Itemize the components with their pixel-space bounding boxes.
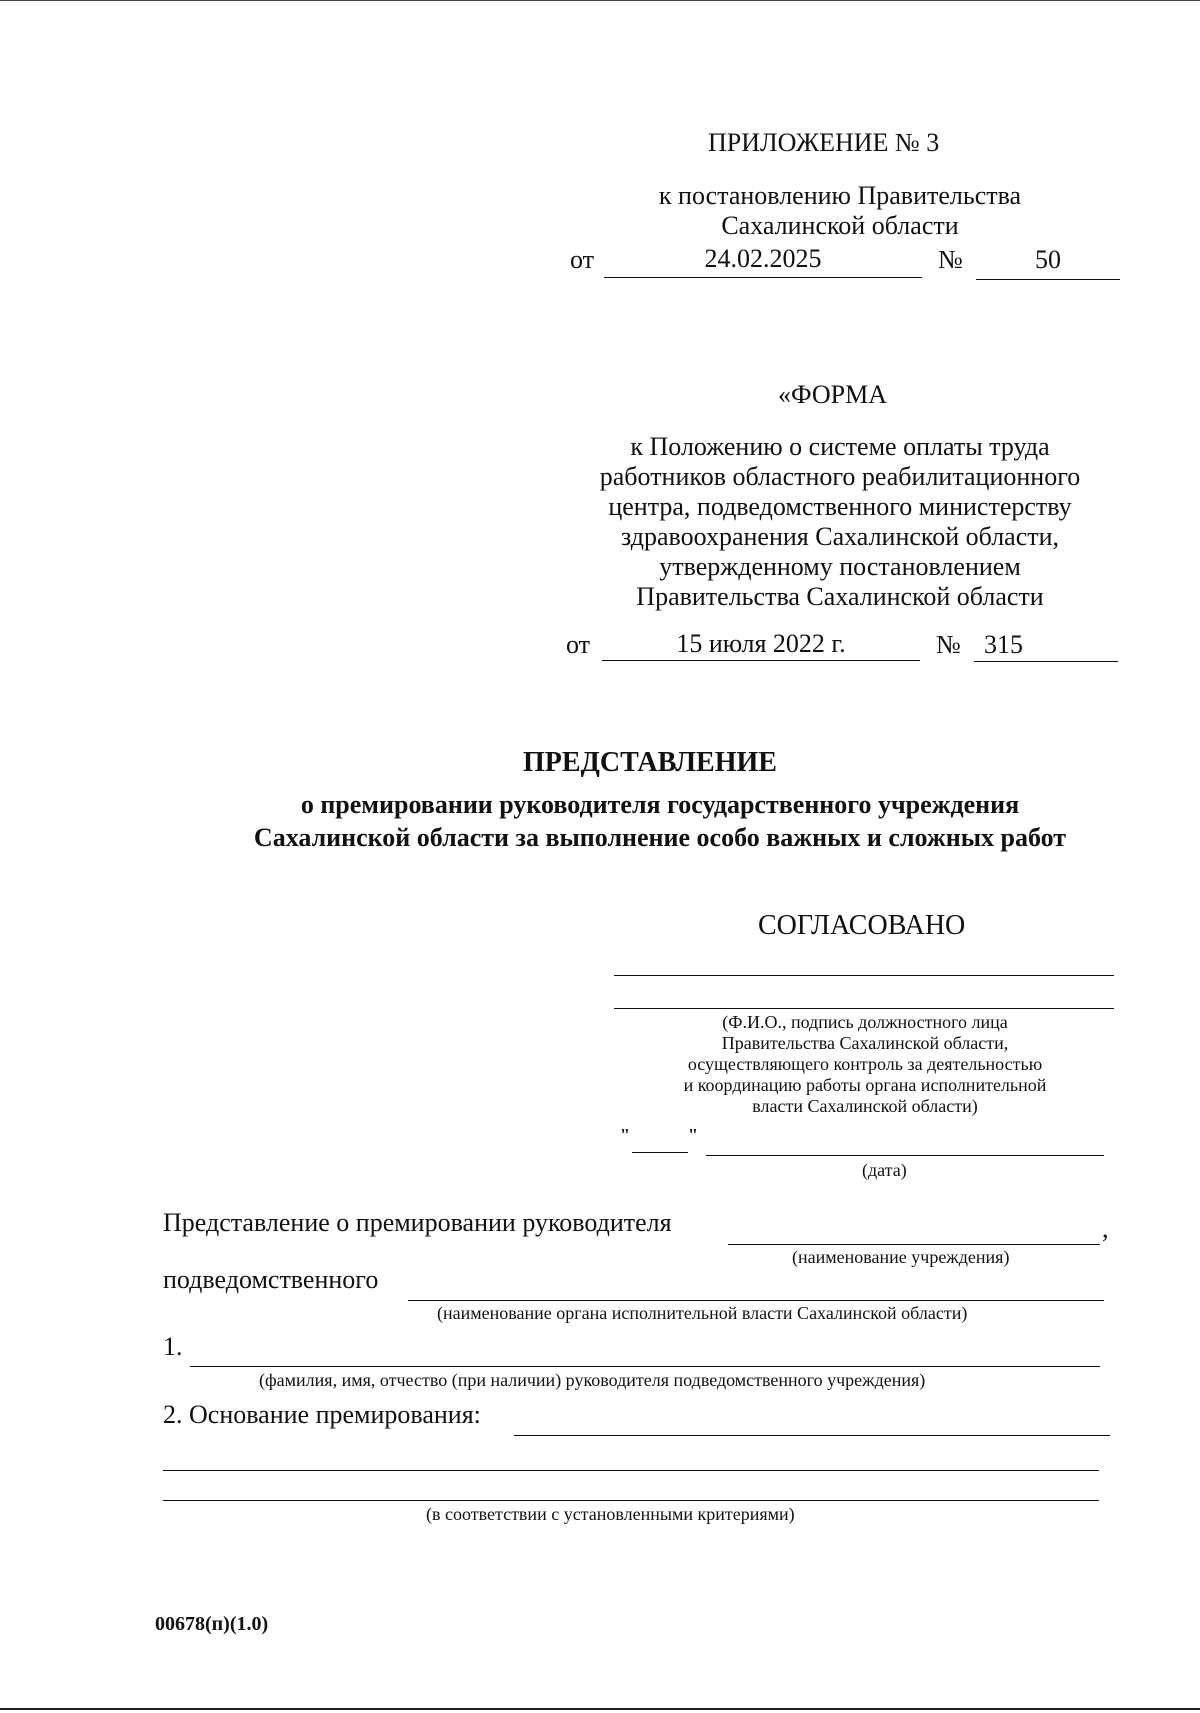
approval-day-line (632, 1152, 688, 1153)
top-scan-edge (0, 0, 1200, 1)
form-desc-line: к Положению о системе оплаты труда (630, 432, 1050, 461)
institution-name-field (728, 1244, 1100, 1245)
approval-date-caption: (дата) (862, 1160, 907, 1180)
form-desc-line: утвержденному постановлением (659, 552, 1021, 581)
doc-heading: ПРЕДСТАВЛЕНИЕ (523, 747, 777, 778)
head-name-field (190, 1366, 1100, 1367)
annex-date: 24.02.2025 (704, 244, 822, 273)
reason-field-line-3 (163, 1500, 1099, 1501)
approval-line-2 (614, 1008, 1114, 1009)
form-date-underline (602, 660, 920, 661)
reason-field-line-1 (514, 1435, 1110, 1436)
doc-subheading-line-2: Сахалинской области за выполнение особо важных и сложных работ (253, 823, 1067, 852)
approval-caption-line: и координацию работы органа исполнительной (683, 1075, 1047, 1095)
bottom-scan-edge (0, 1708, 1200, 1710)
approval-caption-line: власти Сахалинской области) (752, 1096, 978, 1116)
doc-subheading-line-1: о премировании руководителя государственного учреждения (300, 790, 1020, 819)
form-desc-line: Правительства Сахалинской области (636, 582, 1044, 611)
item-1-caption: (фамилия, имя, отчество (при наличии) руководителя подведомственного учреждения) (259, 1370, 926, 1390)
annex-title: ПРИЛОЖЕНИЕ № 3 (708, 128, 940, 157)
body-line-2-label: подведомственного (163, 1265, 379, 1294)
annex-date-underline (604, 277, 922, 278)
approval-caption (640, 1012, 1090, 1117)
approval-month-year-line (706, 1155, 1104, 1156)
form-from-label: от (566, 630, 591, 659)
item-2-label: 2. Основание премирования: (163, 1400, 481, 1429)
annex-line-1: к постановлению Правительства (658, 181, 1022, 210)
annex-number: 50 (1035, 245, 1061, 274)
approval-title: СОГЛАСОВАНО (758, 910, 966, 941)
body-line-1-label: Представление о премировании руководителя (163, 1208, 672, 1237)
annex-line-2: Сахалинской области (721, 211, 959, 240)
approval-caption-line: (Ф.И.О., подпись должностного лица (722, 1012, 1008, 1032)
reason-field-line-2 (163, 1470, 1099, 1471)
item-1-label: 1. (163, 1332, 183, 1361)
approval-quote-close: " (688, 1125, 698, 1145)
approval-caption-line: осуществляющего контроль за деятельностью (687, 1054, 1043, 1074)
item-2-caption: (в соответствии с установленными критериями) (426, 1504, 795, 1524)
form-desc-line: здравоохранения Сахалинской области, (620, 522, 1060, 551)
annex-from-label: от (570, 245, 595, 274)
form-number-underline (974, 661, 1118, 662)
body-line-1-comma: , (1102, 1214, 1109, 1243)
form-desc-line: работников областного реабилитационного (599, 462, 1081, 491)
footer-code: 00678(п)(1.0) (155, 1613, 269, 1635)
form-title: «ФОРМА (778, 380, 887, 409)
body-line-2-caption: (наименование органа исполнительной власти Сахалинской области) (437, 1303, 968, 1323)
annex-number-sign: № (938, 245, 963, 274)
body-line-1-caption: (наименование учреждения) (792, 1247, 1010, 1267)
form-description (560, 432, 1120, 612)
form-date: 15 июля 2022 г. (676, 629, 846, 658)
annex-number-underline (976, 279, 1120, 280)
approval-caption-line: Правительства Сахалинской области, (721, 1033, 1009, 1053)
authority-name-field (408, 1300, 1104, 1301)
approval-quote-open: " (620, 1125, 630, 1145)
approval-line-1 (614, 975, 1114, 976)
form-number-sign: № (936, 630, 961, 659)
form-desc-line: центра, подведомственного министерству (608, 492, 1072, 521)
form-number: 315 (984, 630, 1023, 659)
